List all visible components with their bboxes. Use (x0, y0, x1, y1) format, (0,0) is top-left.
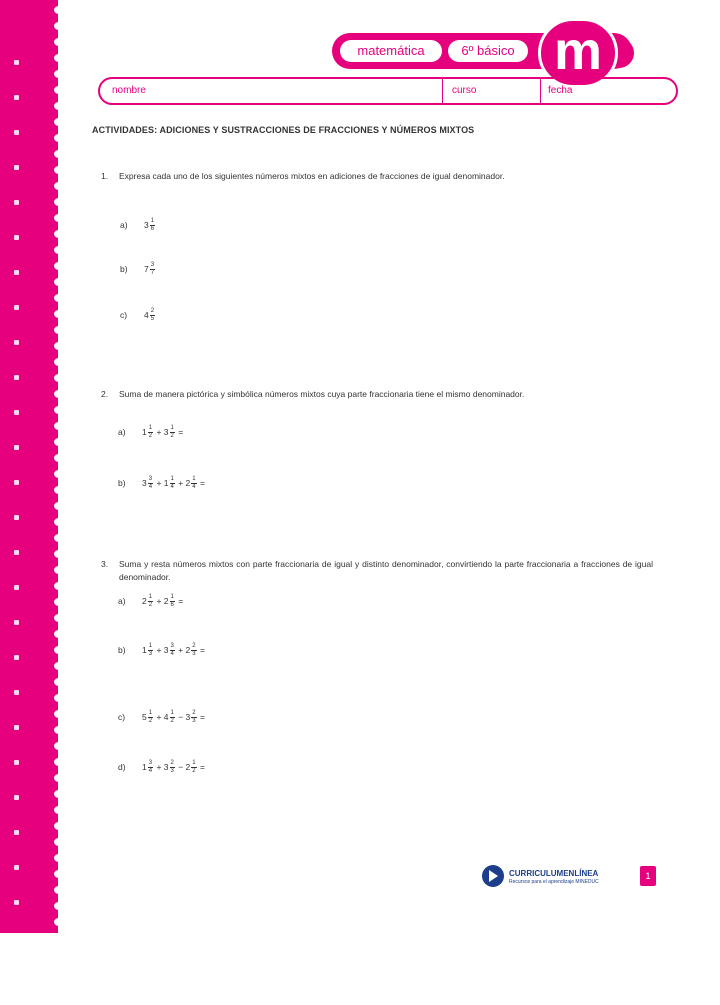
edge-tooth (54, 678, 64, 686)
math-expression (142, 425, 183, 440)
edge-tooth (54, 598, 64, 606)
page-number: 1 (640, 866, 656, 886)
numerator: 1 (150, 218, 155, 224)
numerator: 1 (148, 594, 153, 600)
fraction (191, 760, 196, 775)
edge-tooth (54, 342, 64, 350)
course-field-label: curso (452, 85, 477, 96)
binder-hole (14, 60, 19, 65)
fraction (148, 760, 153, 775)
edge-tooth (54, 390, 64, 398)
edge-tooth (54, 790, 64, 798)
question-text: Expresa cada uno de los siguientes números mixtos en adiciones de fracciones de igual denominador. (119, 171, 505, 181)
edge-tooth (54, 438, 64, 446)
edge-tooth (54, 518, 64, 526)
edge-tooth (54, 774, 64, 782)
edge-tooth (54, 646, 64, 654)
binder-hole (14, 690, 19, 695)
item-label: a) (118, 596, 126, 606)
denominator: 7 (150, 270, 155, 276)
edge-tooth (54, 38, 64, 46)
fraction (148, 643, 153, 658)
whole-part: 2 (185, 644, 191, 655)
operator: − (175, 711, 186, 722)
denominator: 3 (148, 651, 153, 657)
numerator: 1 (170, 594, 174, 600)
subject-label: matemática (340, 40, 442, 62)
edge-tooth (54, 326, 64, 334)
denominator: 4 (148, 484, 153, 490)
whole-part: 2 (185, 761, 191, 772)
fraction (191, 476, 196, 491)
fraction (148, 476, 153, 491)
edge-tooth (54, 854, 64, 862)
edge-tooth (54, 310, 64, 318)
math-expression (142, 643, 205, 658)
denominator: 2 (148, 602, 153, 608)
edge-tooth (54, 102, 64, 110)
name-field-label: nombre (112, 85, 146, 96)
denominator: 6 (150, 226, 155, 232)
edge-tooth (54, 150, 64, 158)
operator: + (154, 595, 164, 606)
question-2 (101, 388, 653, 401)
binder-hole (14, 410, 19, 415)
item-label: c) (118, 712, 126, 722)
math-expression (144, 308, 156, 323)
binder-hole (14, 550, 19, 555)
operator: − (175, 761, 186, 772)
denominator: 2 (170, 433, 174, 439)
binder-hole (14, 130, 19, 135)
edge-tooth (54, 758, 64, 766)
whole-part: 2 (163, 595, 169, 606)
denominator: 2 (148, 718, 153, 724)
numerator: 1 (148, 710, 153, 716)
denominator: 2 (170, 718, 174, 724)
edge-tooth (54, 502, 64, 510)
numerator: 1 (192, 760, 196, 766)
divider (540, 79, 541, 103)
fraction (150, 308, 155, 323)
numerator: 2 (170, 760, 174, 766)
edge-tooth (54, 406, 64, 414)
edge-tooth (54, 230, 64, 238)
binder-hole (14, 725, 19, 730)
whole-part: 5 (142, 711, 147, 722)
operator: + (175, 477, 186, 488)
grade-label: 6º básico (448, 40, 528, 62)
numerator: 3 (148, 476, 153, 482)
edge-tooth (54, 822, 64, 830)
edge-tooth (54, 630, 64, 638)
denominator: 4 (170, 484, 174, 490)
edge-tooth (54, 166, 64, 174)
numerator: 3 (148, 760, 153, 766)
edge-tooth (54, 198, 64, 206)
whole-part: 2 (185, 477, 191, 488)
edge-tooth (54, 566, 64, 574)
item-label: a) (120, 220, 128, 230)
math-expression (144, 218, 156, 233)
item-label: c) (120, 310, 128, 320)
fraction (150, 218, 155, 233)
numerator: 1 (170, 425, 174, 431)
whole-part: 3 (163, 761, 169, 772)
whole-part: 7 (144, 263, 149, 274)
play-arrow-icon (489, 870, 498, 882)
edge-tooth (54, 22, 64, 30)
fraction (170, 710, 175, 725)
binder-hole (14, 445, 19, 450)
edge-tooth (54, 6, 64, 14)
binder-hole (14, 830, 19, 835)
equals-sign: = (197, 711, 205, 722)
edge-tooth (54, 694, 64, 702)
whole-part: 1 (142, 761, 147, 772)
binder-hole (14, 515, 19, 520)
decorative-spine (0, 0, 58, 933)
fraction (191, 710, 196, 725)
numerator: 1 (192, 476, 196, 482)
edge-tooth (54, 726, 64, 734)
binder-hole (14, 305, 19, 310)
binder-hole (14, 865, 19, 870)
binder-hole (14, 95, 19, 100)
binder-hole (14, 900, 19, 905)
numerator: 3 (150, 262, 155, 268)
binder-hole (14, 165, 19, 170)
binder-hole (14, 935, 19, 940)
numerator: 3 (170, 643, 174, 649)
denominator: 4 (192, 484, 196, 490)
operator: + (154, 477, 164, 488)
numerator: 2 (192, 710, 196, 716)
edge-tooth (54, 182, 64, 190)
edge-tooth (54, 886, 64, 894)
edge-tooth (54, 118, 64, 126)
student-info-bar (98, 77, 678, 105)
math-expression (142, 760, 205, 775)
edge-tooth (54, 486, 64, 494)
binder-hole (14, 970, 19, 975)
fraction (170, 425, 175, 440)
edge-tooth (54, 662, 64, 670)
operator: + (154, 761, 164, 772)
whole-part: 2 (142, 595, 147, 606)
subject-logo-badge: m (538, 18, 618, 88)
question-number: 2. (101, 389, 109, 399)
binder-hole (14, 270, 19, 275)
binder-hole (14, 235, 19, 240)
edge-tooth (54, 806, 64, 814)
item-label: d) (118, 762, 126, 772)
edge-tooth (54, 918, 64, 926)
denominator: 6 (170, 602, 174, 608)
worksheet-title: ACTIVIDADES: ADICIONES Y SUSTRACCIONES DE FRACCIONES Y NÚMEROS MIXTOS (92, 125, 475, 135)
edge-tooth (54, 54, 64, 62)
fraction (170, 643, 175, 658)
edge-tooth (54, 710, 64, 718)
curriculum-logo (482, 865, 622, 889)
question-1 (101, 170, 653, 183)
edge-tooth (54, 374, 64, 382)
whole-part: 4 (144, 309, 149, 320)
fraction (170, 594, 175, 609)
edge-tooth (54, 870, 64, 878)
denominator: 3 (192, 718, 196, 724)
binder-hole (14, 760, 19, 765)
operator: + (154, 711, 164, 722)
denominator: 3 (170, 768, 174, 774)
math-expression (142, 476, 205, 491)
logo-text: CURRICULUMENLÍNEA (509, 869, 599, 878)
item-label: a) (118, 427, 126, 437)
whole-part: 1 (142, 426, 147, 437)
question-text: Suma y resta números mixtos con parte fraccionaria de igual y distinto denominador, convirtiendo la parte fraccionaria a fracciones de igual denominador. (119, 559, 653, 582)
logo-subtext: Recursos para el aprendizaje MINEDUC (509, 879, 599, 885)
item-label: b) (118, 478, 126, 488)
edge-tooth (54, 454, 64, 462)
equals-sign: = (175, 595, 184, 606)
edge-tooth (54, 838, 64, 846)
edge-tooth (54, 246, 64, 254)
date-field-label: fecha (548, 85, 573, 96)
numerator: 1 (170, 710, 174, 716)
question-number: 3. (101, 559, 109, 569)
equals-sign: = (197, 644, 205, 655)
fraction (170, 760, 175, 775)
edge-tooth (54, 278, 64, 286)
binder-hole (14, 585, 19, 590)
equals-sign: = (197, 761, 205, 772)
whole-part: 3 (142, 477, 147, 488)
question-text: Suma de manera pictórica y simbólica números mixtos cuya parte fraccionaria tiene el mismo denominador. (119, 389, 525, 399)
operator: + (154, 644, 164, 655)
fraction (148, 594, 153, 609)
edge-tooth (54, 742, 64, 750)
question-number: 1. (101, 171, 109, 181)
edge-tooth (54, 86, 64, 94)
edge-tooth (54, 262, 64, 270)
edge-tooth (54, 550, 64, 558)
fraction (191, 643, 196, 658)
item-label: b) (118, 645, 126, 655)
edge-tooth (54, 422, 64, 430)
equals-sign: = (175, 426, 184, 437)
binder-hole (14, 340, 19, 345)
item-label: b) (120, 264, 128, 274)
edge-tooth (54, 70, 64, 78)
numerator: 2 (192, 643, 196, 649)
math-expression (142, 710, 205, 725)
whole-part: 3 (163, 644, 169, 655)
numerator: 1 (148, 425, 153, 431)
binder-hole (14, 375, 19, 380)
operator: + (154, 426, 164, 437)
denominator: 2 (148, 433, 153, 439)
whole-part: 3 (185, 711, 191, 722)
denominator: 3 (192, 651, 196, 657)
edge-tooth (54, 614, 64, 622)
equals-sign: = (197, 477, 205, 488)
denominator: 5 (150, 316, 155, 322)
math-expression (142, 594, 183, 609)
numerator: 1 (170, 476, 174, 482)
edge-tooth (54, 294, 64, 302)
operator: + (175, 644, 186, 655)
whole-part: 4 (163, 711, 169, 722)
denominator: 4 (170, 651, 174, 657)
edge-tooth (54, 134, 64, 142)
edge-tooth (54, 902, 64, 910)
whole-part: 3 (144, 219, 149, 230)
edge-tooth (54, 214, 64, 222)
fraction (148, 425, 153, 440)
numerator: 1 (148, 643, 153, 649)
binder-hole (14, 655, 19, 660)
divider (442, 79, 443, 103)
binder-hole (14, 200, 19, 205)
fraction (170, 476, 175, 491)
fraction (148, 710, 153, 725)
edge-tooth (54, 534, 64, 542)
math-expression (144, 262, 156, 277)
denominator: 4 (148, 768, 153, 774)
binder-hole (14, 795, 19, 800)
whole-part: 1 (163, 477, 169, 488)
whole-part: 3 (163, 426, 169, 437)
edge-tooth (54, 358, 64, 366)
binder-hole (14, 480, 19, 485)
fraction (150, 262, 155, 277)
denominator: 2 (192, 768, 196, 774)
binder-hole (14, 620, 19, 625)
numerator: 2 (150, 308, 155, 314)
edge-tooth (54, 582, 64, 590)
whole-part: 1 (142, 644, 147, 655)
edge-tooth (54, 470, 64, 478)
question-3 (101, 558, 653, 584)
